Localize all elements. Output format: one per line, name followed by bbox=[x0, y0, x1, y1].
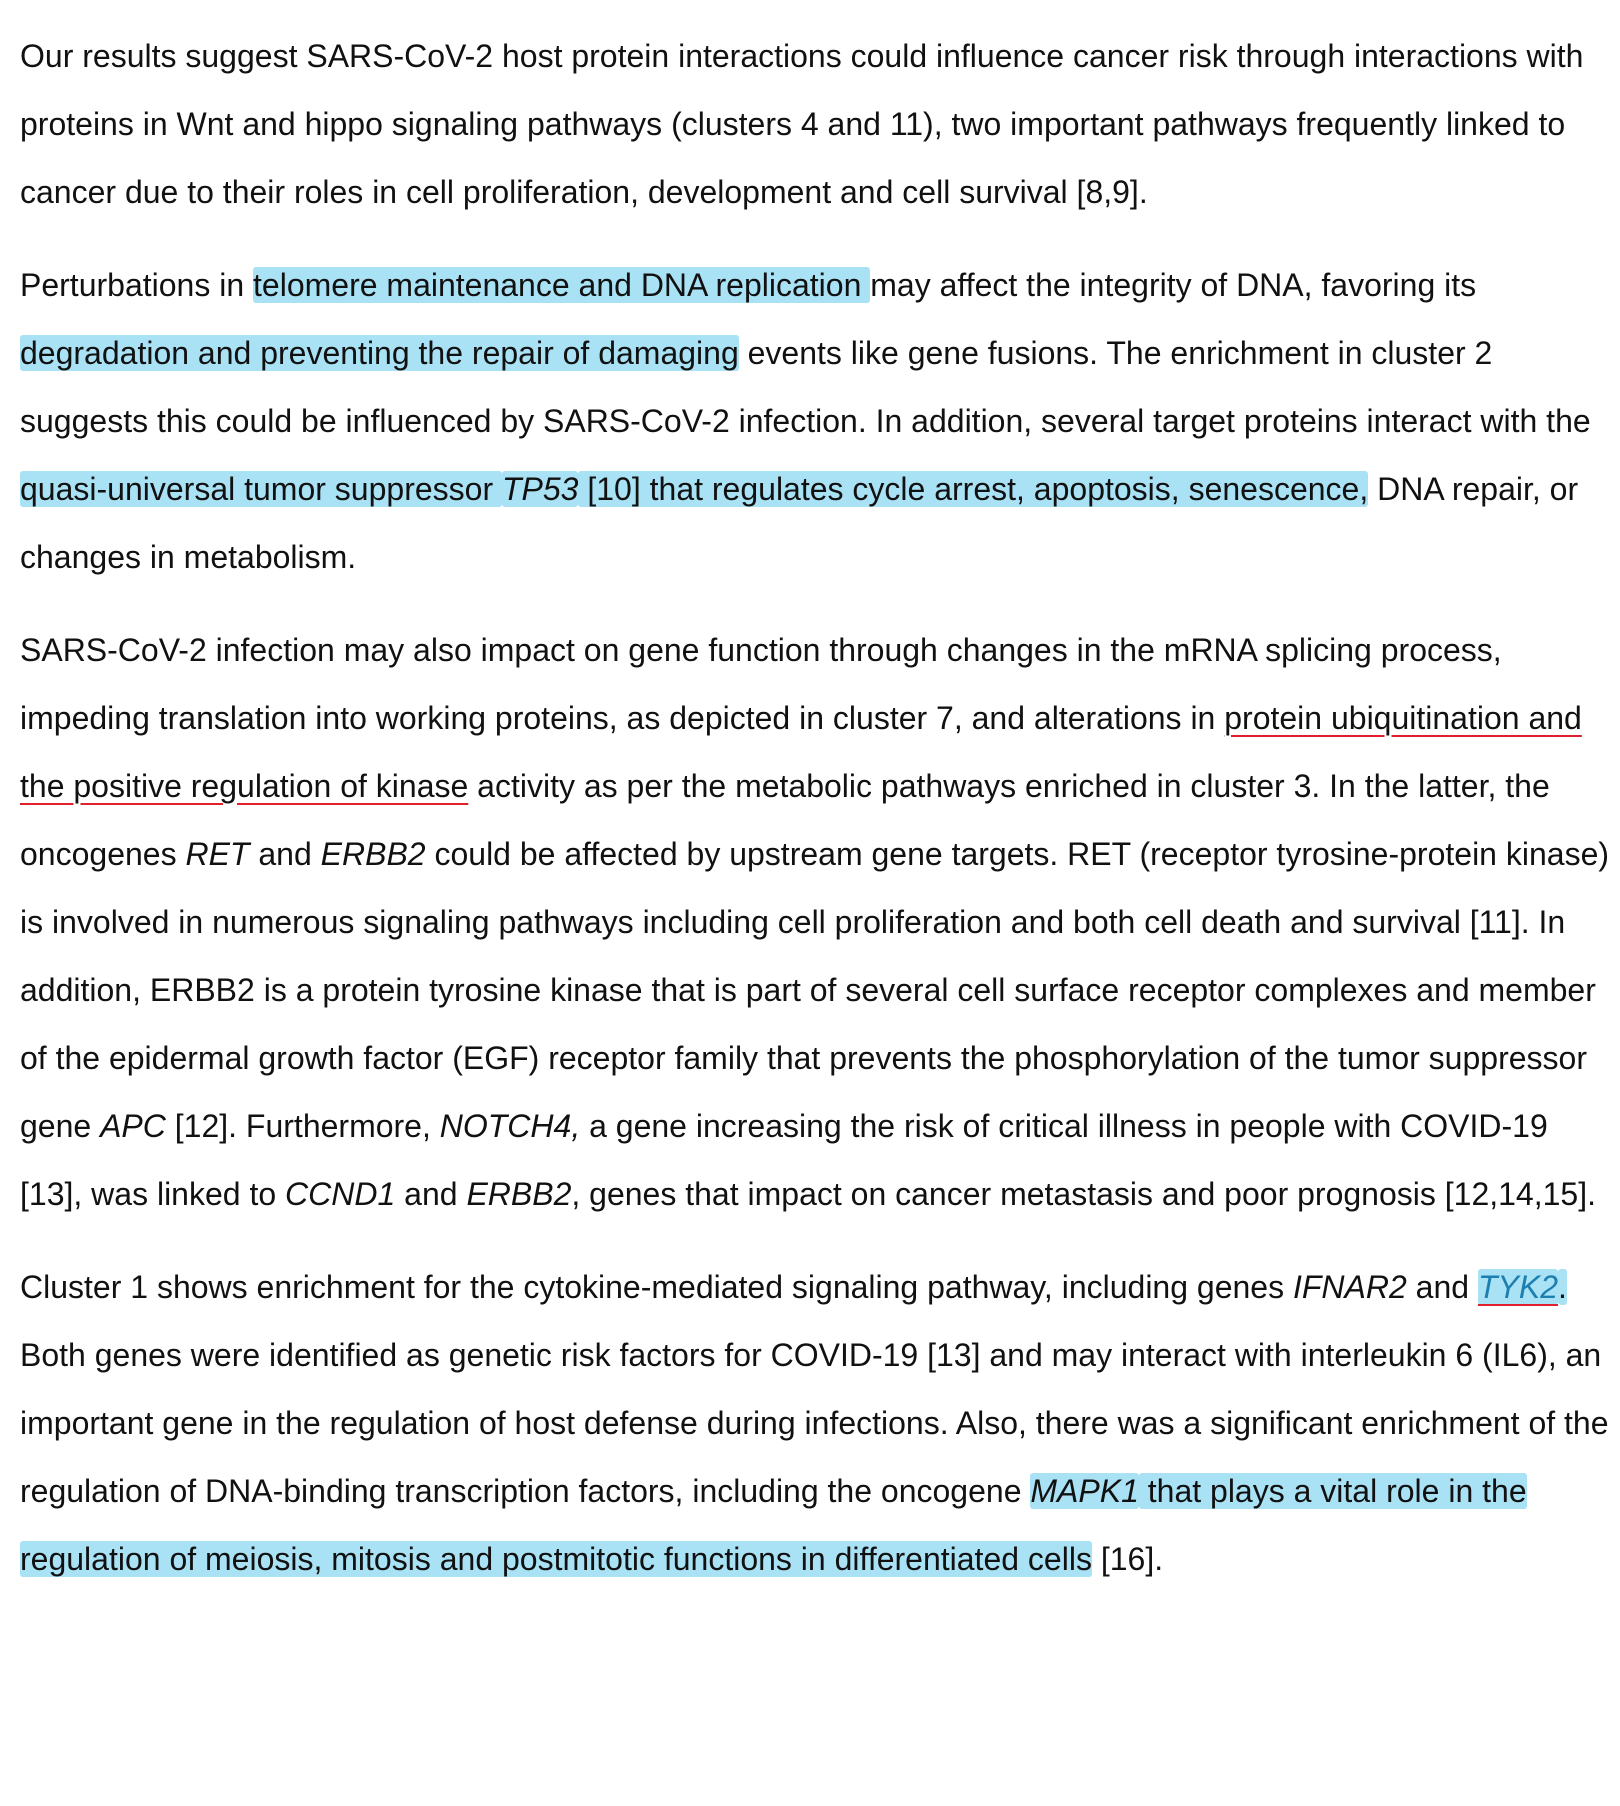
p3-text-k: a gene increasing the risk of critical illness in people with COVID-19 [13], was linked to bbox=[20, 1108, 1548, 1212]
paragraph-4 bbox=[20, 1253, 1610, 1593]
highlight-cycle-arrest: [10] that regulates cycle arrest, apoptosis, senescence, bbox=[578, 471, 1369, 507]
gene-notch4: NOTCH4, bbox=[439, 1108, 581, 1144]
p3-text-a: SARS-CoV-2 infection may also impact on gene function through changes in the mRNA splicing process, impeding translation into working proteins, as depicted in cluster 7, and alterations in bbox=[20, 632, 1502, 736]
highlight-tyk2-period: . bbox=[1557, 1269, 1567, 1305]
gene-ccnd1: CCND1 bbox=[285, 1176, 396, 1212]
p4-text-f: Both genes were identified as genetic risk factors for COVID-19 [13] and may interact with interleukin 6 (IL6), an important gene in the regulation of host defense during infections. Also, there was a significant enrichment of the regulation of DNA-binding transcription factors, including the oncogene bbox=[20, 1337, 1609, 1509]
paragraph-2 bbox=[20, 251, 1610, 591]
p3-text-g: could be affected by upstream gene targets. RET (receptor tyrosine-protein kinase) is involved in numerous signaling pathways including cell proliferation and both cell death and survival [11]. In addition, ERBB2 is a protein tyrosine kinase that is part of several cell surface receptor complexes and member of the epidermal growth factor (EGF) receptor family that prevents the phosphorylation of the tumor suppressor gene bbox=[20, 836, 1610, 1144]
gene-apc: APC bbox=[100, 1108, 166, 1144]
gene-tyk2: TYK2 bbox=[1477, 1269, 1558, 1305]
gene-erbb2: ERBB2 bbox=[320, 836, 426, 872]
highlight-telomere: telomere maintenance and DNA replication bbox=[253, 267, 871, 303]
p3-text-o: , genes that impact on cancer metastasis and poor prognosis [12,14,15]. bbox=[571, 1176, 1596, 1212]
gene-mapk1: MAPK1 bbox=[1030, 1473, 1139, 1509]
highlight-degradation: degradation and preventing the repair of damaging bbox=[20, 335, 739, 371]
p3-text-i: [12]. Furthermore, bbox=[165, 1108, 440, 1144]
gene-erbb2-second: ERBB2 bbox=[466, 1176, 572, 1212]
paragraph-1 bbox=[20, 22, 1610, 226]
p1-text: Our results suggest SARS-CoV-2 host protein interactions could influence cancer risk through interactions with proteins in Wnt and hippo signaling pathways (clusters 4 and 11), two important pathways frequently linked to cancer due to their roles in cell proliferation, development and cell survival [8,9]. bbox=[20, 38, 1584, 210]
p3-text-m: and bbox=[395, 1176, 467, 1212]
gene-ret: RET bbox=[185, 836, 250, 872]
p4-text-c: and bbox=[1406, 1269, 1478, 1305]
gene-ifnar2: IFNAR2 bbox=[1292, 1269, 1407, 1305]
p2-text-c: may affect the integrity of DNA, favoring its bbox=[870, 267, 1477, 303]
underline-protein-ubiquitination: protein ubiquitination and the positive regulation of kinase bbox=[20, 700, 1582, 804]
highlight-tumor-suppressor: quasi-universal tumor suppressor bbox=[20, 471, 502, 507]
gene-tp53: TP53 bbox=[501, 471, 579, 507]
p4-text-i: [16]. bbox=[1091, 1541, 1164, 1577]
paragraph-3 bbox=[20, 616, 1610, 1228]
p3-text-e: and bbox=[249, 836, 321, 872]
p2-text-a: Perturbations in bbox=[20, 267, 254, 303]
p2-text-i: DNA repair, or changes in metabolism. bbox=[20, 471, 1579, 575]
p3-text-c: activity as per the metabolic pathways enriched in cluster 3. In the latter, the oncogenes bbox=[20, 768, 1550, 872]
document-body bbox=[20, 22, 1610, 1618]
p2-text-e: events like gene fusions. The enrichment in cluster 2 suggests this could be influenced by SARS-CoV-2 infection. In addition, several target proteins interact with the bbox=[20, 335, 1591, 439]
highlight-meiosis: that plays a vital role in the regulation of meiosis, mitosis and postmitotic functions in differentiated cells bbox=[20, 1473, 1527, 1577]
p4-text-a: Cluster 1 shows enrichment for the cytokine-mediated signaling pathway, including genes bbox=[20, 1269, 1293, 1305]
